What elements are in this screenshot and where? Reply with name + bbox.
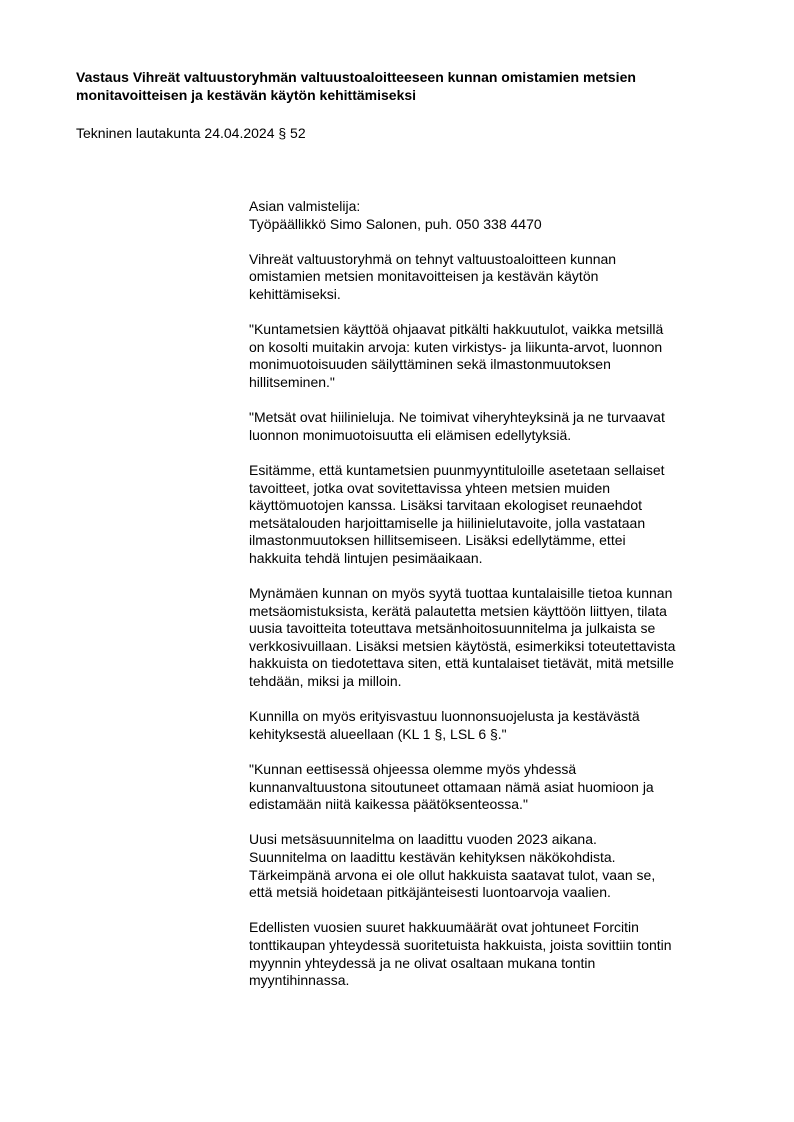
- text-line: hillitseminen.": [249, 373, 335, 390]
- text-line: "Metsät ovat hiilinieluja. Ne toimivat viheryhteyksinä ja ne turvaavat: [249, 409, 665, 426]
- text-line: tehdään, miksi ja milloin.: [249, 673, 402, 690]
- text-line: ilmastonmuutoksen hillitsemiseen. Lisäksi edellytämme, ettei: [249, 532, 626, 549]
- text-line: Suunnitelma on laadittu kestävän kehityksen näkökohdista.: [249, 848, 616, 865]
- paragraph-quote: [249, 409, 749, 444]
- text-line: kehityksestä alueellaan (KL 1 §, LSL 6 §.": [249, 725, 507, 742]
- document-body: [249, 198, 749, 1007]
- text-line: Mynämäen kunnan on myös syytä tuottaa kuntalaisille tietoa kunnan: [249, 585, 673, 602]
- text-line: Esitämme, että kuntametsien puunmyyntituloille asetetaan sellaiset: [249, 461, 665, 478]
- text-line: monimuotoisuuden säilyttäminen sekä ilmastonmuutoksen: [249, 356, 611, 373]
- title-line: monitavoitteisen ja kestävän käytön kehittämiseksi: [76, 87, 417, 103]
- paragraph-preparer: [249, 198, 749, 233]
- text-line: luonnon monimuotoisuutta eli elämisen edellytyksiä.: [249, 426, 572, 443]
- text-line: on kosolti muitakin arvoja: kuten virkistys- ja liikunta-arvot, luonnon: [249, 338, 663, 355]
- text-line: tavoitteet, jotka ovat sovitettavissa yhteen metsien muiden: [249, 479, 611, 496]
- text-line: edistamään niitä kaikessa päätöksenteossa.": [249, 796, 528, 813]
- text-line: että metsiä hoidetaan pitkäjänteisesti luontoarvoja vaalien.: [249, 884, 611, 901]
- paragraph: [249, 585, 749, 691]
- text-line: myyntihinnassa.: [249, 972, 350, 989]
- text-line: kunnanvaltuustona sitoutuneet ottamaan nämä asiat huomioon ja: [249, 778, 654, 795]
- text-line: "Kunnan eettisessä ohjeessa olemme myös yhdessä: [249, 761, 577, 777]
- paragraph: [249, 462, 749, 568]
- paragraph: [249, 919, 749, 989]
- text-line: verkkosivuillaan. Lisäksi metsien käytöstä, esimerkiksi toteutettavista: [249, 637, 676, 654]
- paragraph: [249, 251, 749, 304]
- text-line: Vihreät valtuustoryhmä on tehnyt valtuustoaloitteen kunnan: [249, 250, 617, 267]
- text-line: omistamien metsien monitavoitteisen ja kestävän käytön: [249, 268, 599, 285]
- text-line: hakkuista on tiedotettava siten, että kuntalaiset tietävät, mitä metsille: [249, 655, 674, 672]
- text-line: myynnin yhteydessä ja ne olivat osaltaan mukana tontin: [249, 954, 596, 971]
- text-line: hakkuita tehdä lintujen pesimäaikaan.: [249, 549, 483, 566]
- paragraph: [249, 831, 749, 901]
- meeting-reference: Tekninen lautakunta 24.04.2024 § 52: [76, 125, 306, 141]
- text-line: Työpäällikkö Simo Salonen, puh. 050 338 4470: [249, 215, 542, 232]
- text-line: metsätalouden harjoittamiselle ja hiilinielutavoite, jolla vastataan: [249, 514, 646, 531]
- text-line: Asian valmistelija:: [249, 198, 361, 214]
- paragraph-quote: [249, 321, 749, 391]
- text-line: kehittämiseksi.: [249, 285, 341, 302]
- text-line: tonttikaupan yhteydessä suoritetuista hakkuista, joista sovittiin tontin: [249, 936, 672, 953]
- text-line: Uusi metsäsuunnitelma on laadittu vuoden 2023 aikana.: [249, 831, 597, 848]
- text-line: Edellisten vuosien suuret hakkuumäärät ovat johtuneet Forcitin: [249, 919, 639, 936]
- text-line: Kunnilla on myös erityisvastuu luonnonsuojelusta ja kestävästä: [249, 708, 640, 725]
- paragraph: [249, 708, 749, 743]
- text-line: "Kuntametsien käyttöä ohjaavat pitkälti hakkuutulot, vaikka metsillä: [249, 321, 664, 338]
- text-line: metsäomistuksista, kerätä palautetta metsien käyttöön liittyen, tilata: [249, 602, 667, 619]
- text-line: uusia tavoitteita toteuttava metsänhoitosuunnitelma ja julkaista se: [249, 620, 656, 637]
- text-line: Tärkeimpänä arvona ei ole ollut hakkuista saatavat tulot, vaan se,: [249, 866, 656, 883]
- document-title: [76, 68, 756, 104]
- title-line: Vastaus Vihreät valtuustoryhmän valtuustoaloitteeseen kunnan omistamien metsien: [76, 69, 636, 85]
- paragraph-quote: [249, 761, 749, 814]
- text-line: käyttömuotojen kanssa. Lisäksi tarvitaan ekologiset reunaehdot: [249, 497, 643, 514]
